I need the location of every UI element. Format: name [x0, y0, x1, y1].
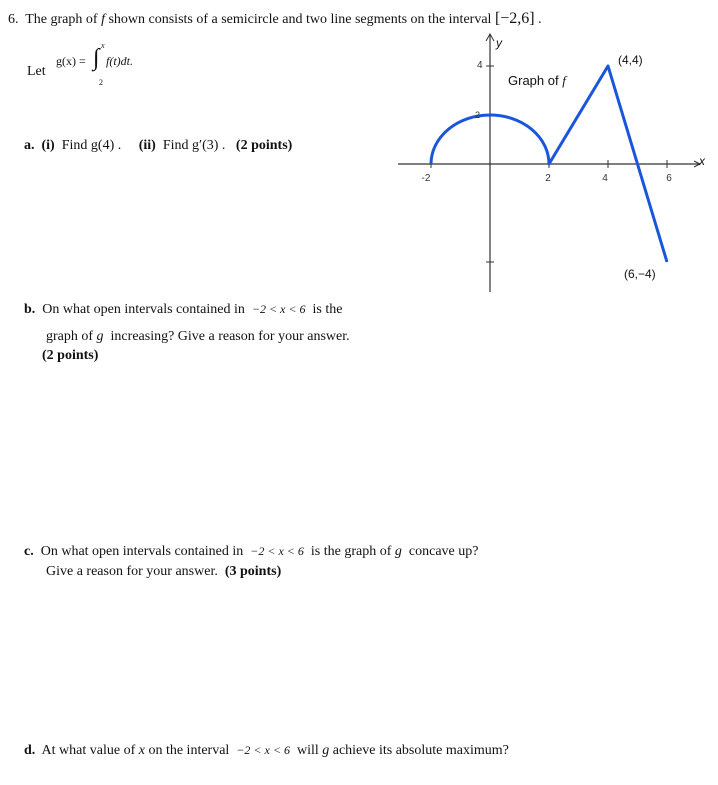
part-d-text1: At what value of: [41, 743, 136, 758]
g-definition-lhs: g(x) =: [56, 54, 86, 68]
x-tick-label-4: 4: [602, 173, 608, 184]
part-b-text3: graph of: [46, 329, 94, 344]
part-a-points: (2 points): [235, 138, 293, 153]
intro-period: .: [538, 12, 542, 27]
part-d-text4: achieve its absolute maximum?: [332, 743, 509, 758]
point-label-4-4: (4,4): [618, 53, 643, 67]
interval: [−2,6]: [494, 10, 535, 27]
part-d-text3: will: [296, 743, 319, 758]
x-tick-label-6: 6: [666, 173, 672, 184]
y-axis-label: y: [496, 36, 502, 50]
intro-text: The graph of: [25, 12, 98, 27]
part-c-line2: [46, 564, 281, 580]
let-label: Let: [27, 64, 46, 79]
part-d-inequality: −2 < x < 6: [236, 743, 290, 757]
part-d-x: x: [138, 743, 145, 758]
x-tick-label-neg2: -2: [421, 173, 431, 184]
part-c-text3: concave up?: [408, 544, 479, 559]
part-b-label: b.: [24, 302, 36, 317]
x-axis-label: x: [699, 154, 705, 168]
part-b-points: (2 points): [42, 348, 99, 363]
part-a-ii: (ii): [138, 138, 156, 153]
part-d-g: g: [322, 743, 330, 758]
problem-number: 6.: [8, 12, 19, 27]
part-c-inequality: −2 < x < 6: [250, 544, 304, 558]
part-c-line1: [24, 544, 478, 560]
part-b-inequality: −2 < x < 6: [251, 302, 306, 316]
y-tick-label-2: 2: [475, 110, 481, 120]
problem-statement: [8, 10, 542, 28]
f-symbol: f: [101, 12, 105, 27]
part-a: [24, 138, 292, 154]
part-c-label: c.: [24, 544, 34, 559]
part-d-label: d.: [24, 743, 36, 758]
y-tick-label-4: 4: [477, 60, 483, 71]
part-a-find2: Find: [162, 138, 189, 153]
graph-title: Graph of f: [508, 73, 566, 88]
part-a-dot1: .: [117, 138, 122, 153]
part-d: [24, 743, 509, 759]
part-a-expr2: g′(3): [192, 138, 219, 153]
part-a-dot2: .: [221, 138, 226, 153]
part-b-text1: On what open intervals contained in: [42, 302, 245, 317]
part-c-text2: is the graph of: [310, 544, 392, 559]
part-c-points: (3 points): [224, 564, 282, 579]
part-a-find1: Find: [61, 138, 88, 153]
intro-text-2: shown consists of a semicircle and two line segments on the interval: [108, 12, 492, 27]
integrand: f(t)dt.: [106, 54, 133, 68]
part-a-expr1: g(4): [90, 138, 115, 153]
part-b-line1: [24, 302, 342, 318]
part-c-g: g: [394, 544, 402, 559]
x-tick-label-2: 2: [545, 173, 551, 184]
part-a-label: a.: [24, 138, 35, 153]
point-label-6-neg4: (6,−4): [624, 267, 656, 281]
integral-upper-limit: x: [101, 41, 105, 50]
part-c-text4: Give a reason for your answer.: [46, 564, 218, 579]
integral-sign: ∫: [93, 45, 100, 71]
part-b-text2: is the: [312, 302, 343, 317]
graph-of-f: [398, 34, 716, 299]
part-b-text4: increasing? Give a reason for your answer.: [110, 329, 350, 344]
part-b-g: g: [96, 329, 104, 344]
part-b-line2: [46, 329, 350, 345]
part-d-text2: on the interval: [148, 743, 230, 758]
part-a-i: (i): [41, 138, 55, 153]
integral-lower-limit: 2: [99, 78, 103, 87]
part-c-text1: On what open intervals contained in: [40, 544, 244, 559]
